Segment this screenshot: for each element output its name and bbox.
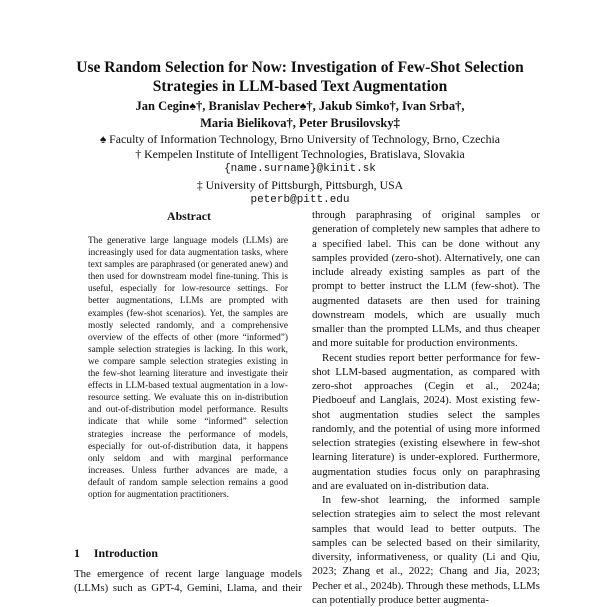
section-heading (74, 546, 172, 561)
intro-text (74, 568, 302, 596)
author-list (40, 98, 560, 132)
affiliation-kinit: † Kempelen Institute of Intelligent Technologies, Bratislava, Slovakia (135, 147, 465, 162)
email-kinit: {name.surname}@kinit.sk (224, 163, 376, 176)
affiliation-pitt: ‡ University of Pittsburgh, Pittsburgh, USA (196, 177, 404, 192)
abstract-heading: Abstract (167, 209, 211, 223)
authors-line: Maria Bielikova†, Peter Brusilovsky‡ (200, 116, 400, 130)
affiliation-brno: ♠ Faculty of Information Technology, Brno University of Technology, Brno, Czechia (99, 132, 501, 146)
title-line: Strategies in LLM-based Text Augmentation (152, 78, 448, 95)
intro-line: (LLMs) such as GPT-4, Gemini, Llama, and their (74, 581, 302, 594)
right-paragraph-2: Recent studies report better performance for few-shot LLM-based augmentation, as compared with zero-shot approaches (Cegin et al., 2024a; Piedboeuf and Langlais, 2024). Most existing few-shot augmentation studies select the samples randomly, and the potential of using more informed selection strategies (existing elsewhere in few-shot learning literature) is under-explored. Furthermore, augmentation studies focus only on paraphrasing and are evaluated on in-distribution data. (312, 351, 540, 492)
right-column (312, 208, 540, 607)
right-paragraph-1: through paraphrasing of original samples or generation of completely new samples that adhere to a specified label. This can be done without any samples provided (zero-shot). Alternatively, one can include already existing samples as part of the prompt to better instruct the LLM (few-shot). The augmented datasets are then used for training downstream models, which are usually much smaller than the prompted LLMs, and thus cheaper and more suitable for production environments. (312, 209, 540, 350)
authors-line: Jan Cegin♠†, Branislav Pecher♠†, Jakub Simko†, Ivan Srba†, (135, 99, 465, 113)
affiliations (40, 132, 560, 208)
email-pitt: peterb@pitt.edu (250, 193, 350, 206)
paper-title (40, 58, 560, 96)
section-number: 1 (74, 546, 80, 560)
abstract-text: The generative large language models (LLMs) are increasingly used for data augmentation tasks, where text samples are paraphrased (or generated anew) and then used for downstream model fine-tuning. This is useful, especially for low-resource settings. For better augmentations, LLMs are prompted with examples (few-shot scenarios). Yet, the samples are mostly selected randomly, and a comprehensive overview of the effects of other (more “informed”) sample selection strategies is lacking. In this work, we compare sample selection strategies existing in the few-shot learning literature and investigate their effects in LLM-based textual augmentation in a low-resource setting. We evaluate this on in-distribution and out-of-distribution model performance. Results indicate that while some “informed” selection strategies increase the performance of models, especially for out-of-distribution data, it happens only seldom and with marginal performance increases. Unless further advances are made, a default of random sample selection remains a good option for augmentation practitioners. (88, 236, 288, 500)
intro-line: The emergence of recent large language models (74, 568, 302, 580)
title-line: Use Random Selection for Now: Investigation of Few-Shot Selection (76, 59, 524, 76)
right-paragraph-3: In few-shot learning, the informed sample selection strategies aim to select the most relevant samples that would lead to better outputs. The samples can be selected based on their similarity, diversity, informativeness, or quality (Li and Qiu, 2023; Zhang et al., 2022; Chang and Jia, 2023; Pecher et al., 2024b). Through these methods, LLMs can potentially produce better augmenta- (312, 494, 540, 606)
section-title: Introduction (93, 546, 158, 560)
